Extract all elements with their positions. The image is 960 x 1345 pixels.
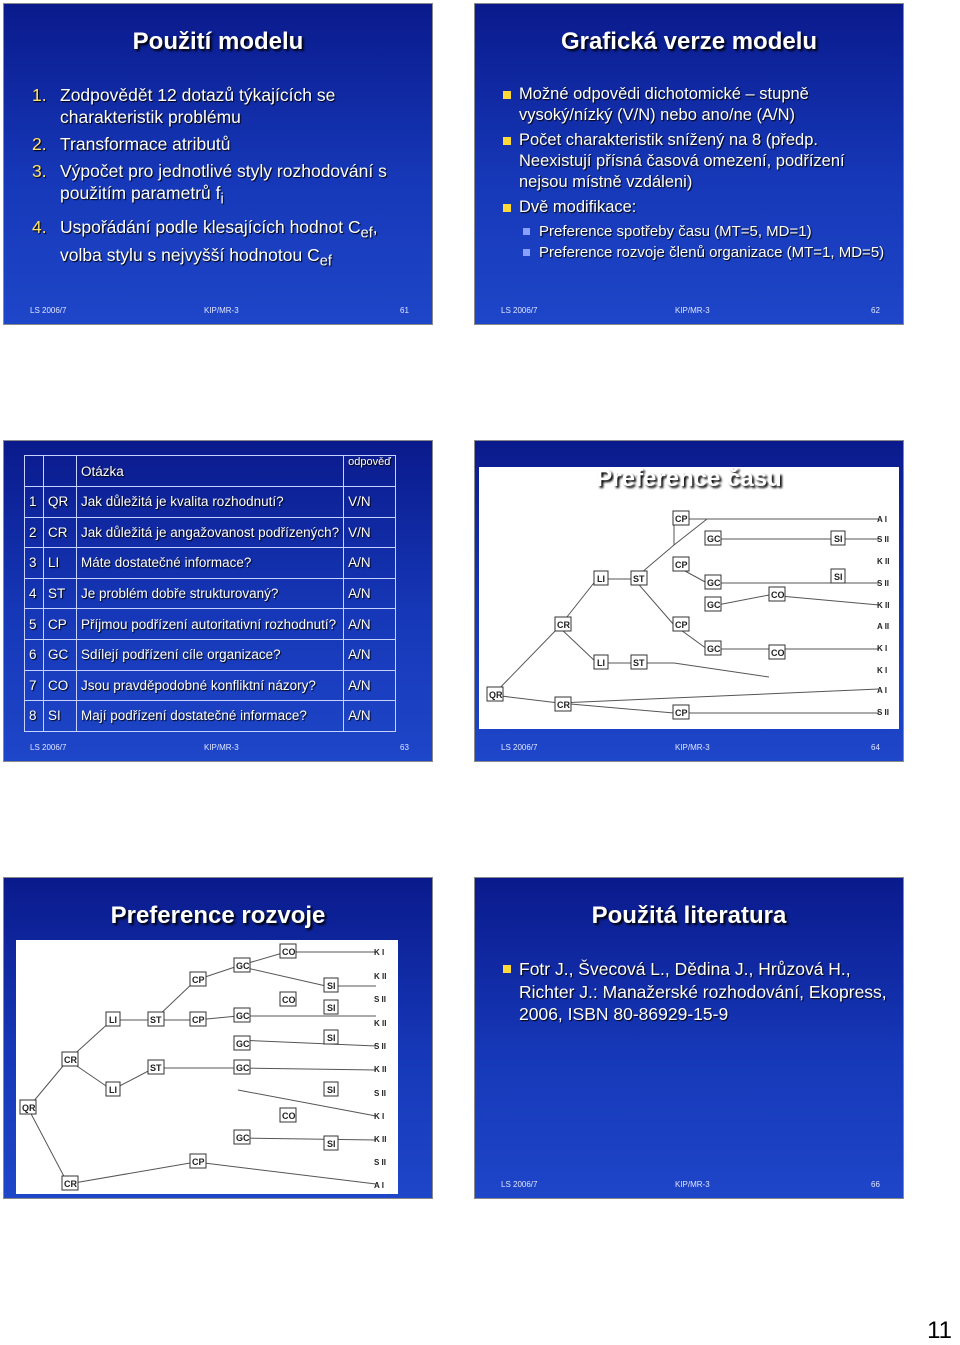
- table-header: [25, 456, 396, 487]
- slide-title: Použití modelu: [132, 28, 304, 55]
- svg-text:ST: ST: [633, 658, 645, 668]
- outcome-label: K II: [374, 972, 387, 981]
- svg-text:GC: GC: [236, 961, 250, 971]
- svg-text:CO: CO: [282, 947, 296, 957]
- svg-text:GC: GC: [236, 1133, 250, 1143]
- table-row: 4 ST Je problém dobře strukturovaný? A/N: [25, 578, 396, 609]
- svg-text:LI: LI: [597, 574, 605, 584]
- list-item: 1. Zodpovědět 12 dotazů týkajících se charakteristik problému: [32, 85, 336, 127]
- slide-61: [3, 3, 433, 325]
- svg-text:SI: SI: [327, 1033, 336, 1043]
- slide-footer: LS 2006/7 KIP/MR-3 61: [30, 306, 409, 315]
- svg-text:LI: LI: [109, 1085, 117, 1095]
- outcome-label: K I: [374, 948, 385, 957]
- slide-footer: LS 2006/7 KIP/MR-3 63: [30, 743, 409, 752]
- table-row: 1 QR Jak důležitá je kvalita rozhodnutí? V/N: [25, 487, 396, 518]
- slide-footer: LS 2006/7 KIP/MR-3 64: [501, 743, 880, 752]
- slide-66: [474, 877, 904, 1199]
- svg-text:SI: SI: [327, 1139, 336, 1149]
- list-item: Dvě modifikace:: [503, 197, 893, 218]
- table-row: 7 CO Jsou pravděpodobné konfliktní názory? A/N: [25, 670, 396, 701]
- slide-62: [474, 3, 904, 325]
- numbered-list: [32, 84, 422, 278]
- svg-text:CP: CP: [192, 1157, 205, 1167]
- page-number: 11: [927, 1317, 952, 1344]
- svg-text:SI: SI: [327, 981, 336, 991]
- svg-text:LI: LI: [597, 658, 605, 668]
- svg-text:GC: GC: [707, 534, 721, 544]
- svg-text:GC: GC: [236, 1011, 250, 1021]
- slide-65: [3, 877, 433, 1199]
- outcome-label: A II: [877, 622, 890, 631]
- table-row: 5 CP Příjmou podřízení autoritativní rozhodnutí? A/N: [25, 609, 396, 640]
- list-item: Fotr J., Švecová L., Dědina J., Hrůzová H., Richter J.: Manažerské rozhodování, Ekopress, 2006, ISBN 80-86929-15-9: [503, 958, 893, 1026]
- table-row: 6 GC Sdílejí podřízení cíle organizace? A/N: [25, 639, 396, 670]
- outcome-label: S II: [877, 579, 890, 588]
- outcome-label: A I: [877, 686, 887, 695]
- list-item: Možné odpovědi dichotomické – stupně vysoký/nízký (V/N) nebo ano/ne (A/N): [503, 84, 893, 126]
- table-row: 8 SI Mají podřízení dostatečné informace? A/N: [25, 701, 396, 732]
- slide-title: Preference času: [596, 465, 782, 492]
- outcome-label: K I: [374, 1112, 385, 1121]
- svg-text:SI: SI: [834, 534, 843, 544]
- svg-text:CO: CO: [282, 995, 296, 1005]
- outcome-label: S II: [374, 1042, 387, 1051]
- svg-text:QR: QR: [22, 1103, 36, 1113]
- svg-text:GC: GC: [707, 600, 721, 610]
- svg-text:CP: CP: [192, 1015, 205, 1025]
- svg-text:GC: GC: [707, 578, 721, 588]
- outcome-label: K II: [374, 1135, 387, 1144]
- decision-tree-diagram: [479, 467, 899, 729]
- list-item: 4. Uspořádání podle klesajících hodnot $C_{ef}$, volba stylu s nejvyšší hodnotou $C_{ef}$: [32, 216, 378, 270]
- outcome-label: S II: [877, 708, 890, 717]
- svg-text:CR: CR: [64, 1055, 77, 1065]
- decision-tree-panel: [479, 467, 899, 729]
- list-item: 2. Transformace atributů: [32, 134, 231, 154]
- answer-header: odpověď: [344, 456, 396, 487]
- slide-title: Použitá literatura: [591, 902, 787, 929]
- svg-text:GC: GC: [236, 1039, 250, 1049]
- table-row: 3 LI Máte dostatečné informace? A/N: [25, 548, 396, 579]
- svg-text:CO: CO: [771, 590, 785, 600]
- slide-title: Grafická verze modelu: [560, 28, 818, 55]
- outcome-label: S II: [374, 1158, 387, 1167]
- outcome-label: A I: [877, 515, 887, 524]
- decision-tree-panel: [16, 940, 398, 1194]
- svg-text:CP: CP: [192, 975, 205, 985]
- slide-64: [474, 440, 904, 762]
- bullet-list: [503, 84, 893, 264]
- decision-tree-diagram: [16, 940, 398, 1194]
- outcome-label: S II: [374, 1089, 387, 1098]
- outcome-label: K I: [877, 666, 888, 675]
- svg-text:LI: LI: [109, 1015, 117, 1025]
- outcome-label: S II: [877, 535, 890, 544]
- svg-text:ST: ST: [633, 574, 645, 584]
- svg-text:CP: CP: [675, 708, 688, 718]
- svg-text:GC: GC: [707, 644, 721, 654]
- slide-footer: LS 2006/7 KIP/MR-3 66: [501, 1180, 880, 1189]
- svg-text:SI: SI: [327, 1003, 336, 1013]
- svg-text:CR: CR: [557, 620, 570, 630]
- outcome-label: K II: [374, 1065, 387, 1074]
- slide-title: Preference rozvoje: [110, 902, 326, 929]
- outcome-label: K II: [374, 1019, 387, 1028]
- svg-text:CP: CP: [675, 514, 688, 524]
- svg-text:SI: SI: [327, 1085, 336, 1095]
- svg-text:CR: CR: [557, 700, 570, 710]
- svg-text:GC: GC: [236, 1063, 250, 1073]
- question-header: Otázka: [77, 456, 344, 487]
- slide-63: [3, 440, 433, 762]
- outcome-label: K II: [877, 557, 890, 566]
- svg-text:CO: CO: [771, 648, 785, 658]
- svg-text:ST: ST: [150, 1015, 162, 1025]
- slide-footer: LS 2006/7 KIP/MR-3 62: [501, 306, 880, 315]
- list-item: 3. Výpočet pro jednotlivé styly rozhodování s použitím parametrů $f_i$: [32, 161, 387, 208]
- list-item: Počet charakteristik snížený na 8 (předp. Neexistují přísná časová omezení, podřízení nejsou místně vzdáleni): [503, 130, 893, 193]
- svg-text:CR: CR: [64, 1179, 77, 1189]
- outcome-label: K II: [877, 601, 890, 610]
- svg-text:CP: CP: [675, 560, 688, 570]
- outcome-label: K I: [877, 644, 888, 653]
- outcome-label: A I: [374, 1181, 384, 1190]
- bullet-list: [503, 958, 893, 1030]
- outcome-label: S II: [374, 995, 387, 1004]
- svg-text:ST: ST: [150, 1063, 162, 1073]
- sub-list-item: Preference spotřeby času (MT=5, MD=1): [503, 222, 893, 241]
- svg-text:QR: QR: [489, 690, 503, 700]
- svg-text:SI: SI: [834, 572, 843, 582]
- svg-text:CO: CO: [282, 1111, 296, 1121]
- sub-list-item: Preference rozvoje členů organizace (MT=1, MD=5): [503, 243, 893, 262]
- svg-text:CP: CP: [675, 620, 688, 630]
- table-row: 2 CR Jak důležitá je angažovanost podřízených? V/N: [25, 517, 396, 548]
- questions-table: [24, 455, 396, 732]
